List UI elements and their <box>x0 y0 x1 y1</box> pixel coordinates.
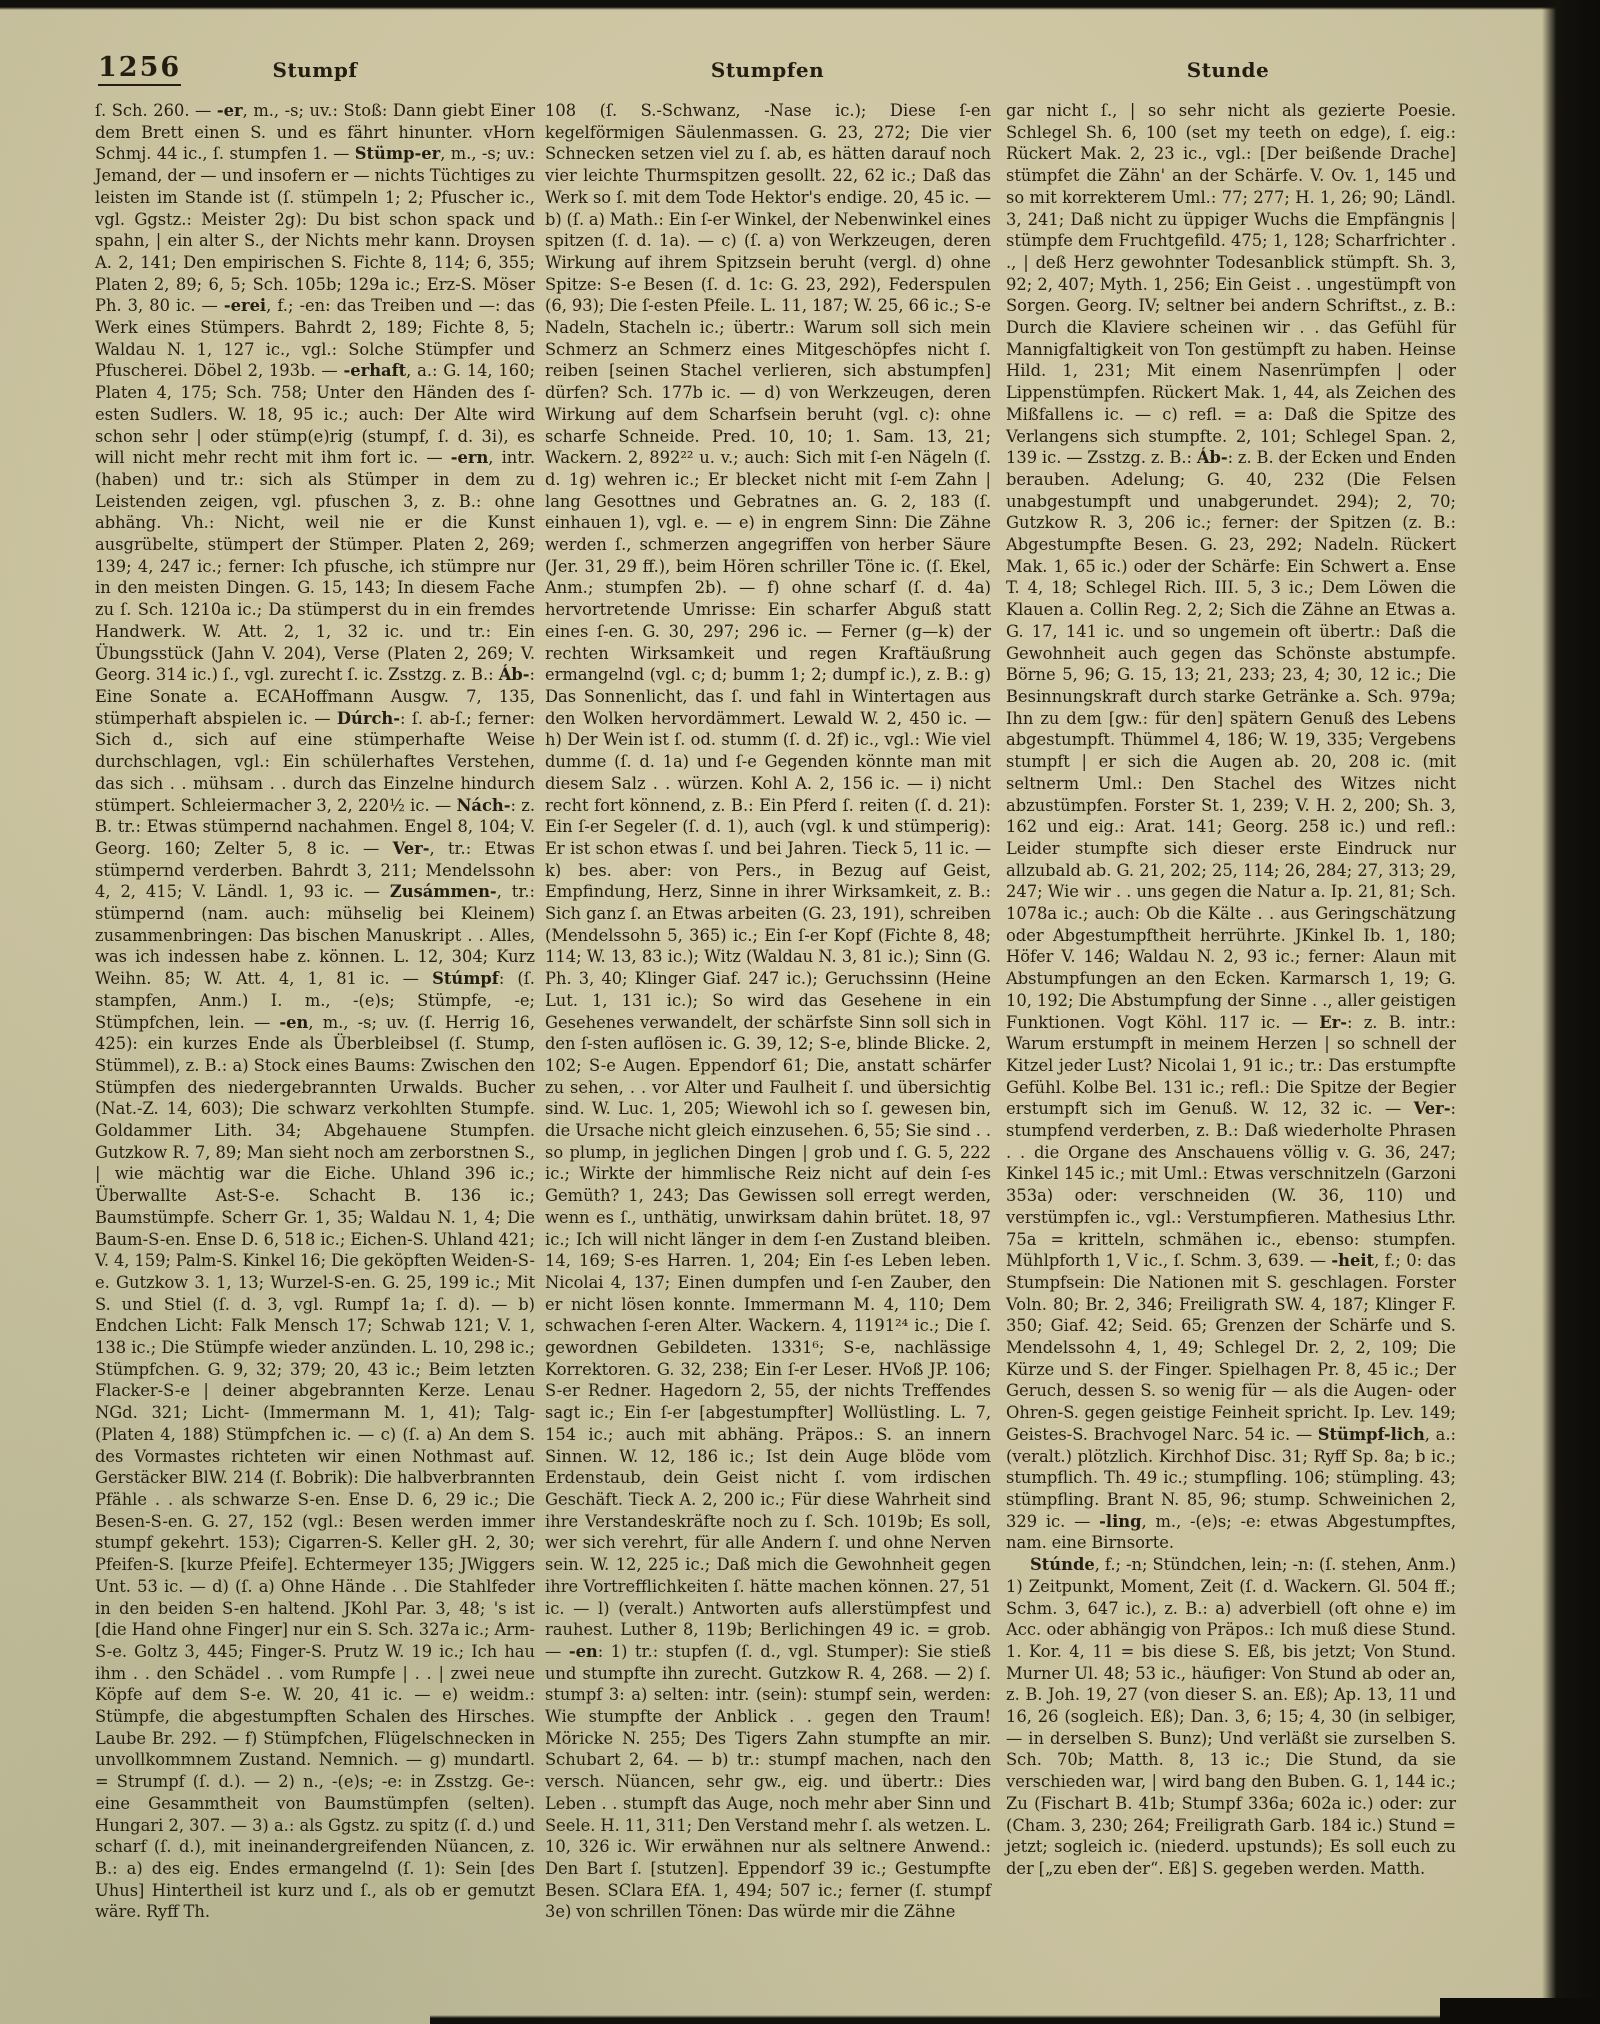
scan-edge-corner <box>1440 1998 1600 2024</box>
running-head-stumpf: Stumpf <box>272 58 358 82</box>
running-head-stunde: Stunde <box>1186 58 1270 82</box>
page-number: 1256 <box>98 52 181 86</box>
text-column-1: ſ. Sch. 260. — -er, m., -s; uv.: Stoß: Dann giebt Einer dem Brett einen S. und es fährt hinunter. vHorn Schmj. 44 ic., ſ. stumpfen 1. — Stümp-er, m., -s; uv.: Jemand, der — und insofern er — nichts Tüchtiges zu leisten im Stande ist (ſ. stümpeln 1; 2; Pfuscher ic., vgl. Ggstz.: Meister 2g): Du bist schon spack und spahn, | ein alter S., der Nichts mehr kann. Droysen A. 2, 141; Den empirischen S. Fichte 8, 114; 6, 355; Platen 2, 89; 6, 5; Sch. 105b; 129a ic.; Erz-S. Möser Ph. 3, 80 ic. — -erei, f.; -en: das Treiben und —: das Werk eines Stümpers. Bahrdt 2, 189; Fichte 8, 5; Waldau N. 1, 127 ic., vgl.: Solche Stümpfer und Pfuscherei. Döbel 2, 193b. — -erhaft, a.: G. 14, 160; Platen 4, 175; Sch. 758; Unter den Händen des ſ-esten Sudlers. W. 18, 95 ic.; auch: Der Alte wird schon sehr | oder stümp(e)rig (stumpf, ſ. d. 3i), es will nicht mehr recht mit ihm fort ic. — -ern, intr. (haben) und tr.: sich als Stümper in dem zu Leistenden zeigen, vgl. pfuschen 3, z. B.: ohne abhäng. Vh.: Nicht, weil nie er die Kunst ausgrübelte, stümpert der Stümper. Platen 2, 269; 139; 4, 247 ic.; ferner: Ich pfusche, ich stümpre nur in den meisten Dingen. G. 15, 143; In diesem Fache zu ſ. Sch. 1210a ic.; Da stümperst du in ein fremdes Handwerk. W. Att. 2, 1, 32 ic. und tr.: Ein Übungsstück (Jahn V. 204), Verse (Platen 2, 269; V. Georg. 314 ic.) ſ., vgl. zurecht ſ. ic. Zsstzg. z. B.: Áb-: Eine Sonate a. ECAHoffmann Ausgw. 7, 135, stümperhaft abspielen ic. — Dúrch-: ſ. ab-ſ.; ferner: Sich d., sich auf eine stümperhafte Weise durchschlagen, vgl.: Ein schülerhaftes Verstehen, das sich . . mühsam . . durch das Einzelne hindurch stümpert. Schleiermacher 3, 2, 220½ ic. — Nách-: z. B. tr.: Etwas stümpernd nachahmen. Engel 8, 104; V. Georg. 160; Zelter 5, 8 ic. — Ver-, tr.: Etwas stümpernd verderben. Bahrdt 3, 211; Mendelssohn 4, 2, 415; V. Ländl. 1, 93 ic. — Zusámmen-, tr.: stümpernd (nam. auch: mühselig bei Kleinem) zusammenbringen: Das bischen Manuskript . . Alles, was ich indessen habe z. können. L. 12, 304; Kurz Weihn. 85; W. Att. 4, 1, 81 ic. — Stúmpf: (ſ. stampfen, Anm.) I. m., -(e)s; Stümpfe, -e; Stümpfchen, lein. — -en, m., -s; uv. (ſ. Herrig 16, 425): ein kurzes Ende als Überbleibsel (ſ. Stump, Stümmel), z. B.: a) Stock eines Baums: Zwischen den Stümpfen des niedergebrannten Urwalds. Bucher (Nat.-Z. 14, 603); Die schwarz verkohlten Stumpfe. Goldammer Lith. 34; Abgehauene Stumpfen. Gutzkow R. 7, 89; Man sieht noch am zerborstnen S., | wie mächtig war die Eiche. Uhland 396 ic.; Überwallte Ast-S-e. Schacht B. 136 ic.; Baumstümpfe. Scherr Gr. 1, 35; Waldau N. 1, 4; Die Baum-S-en. Ense D. 6, 518 ic.; Eichen-S. Uhland 421; V. 4, 159; Palm-S. Kinkel 16; Die geköpften Weiden-S-e. Gutzkow 3. 1, 13; Wurzel-S-en. G. 25, 199 ic.; Mit S. und Stiel (ſ. d. 3, vgl. Rumpf 1a; ſ. d). — b) Endchen Licht: Falk Mensch 17; Schwab 121; V. 1, 138 ic.; Die Stümpfe wieder anzünden. L. 10, 298 ic.; Stümpfchen. G. 9, 32; 379; 20, 43 ic.; Beim letzten Flacker-S-e | deiner abgebrannten Kerze. Lenau NGd. 321; Licht- (Immermann M. 1, 41); Talg- (Platen 4, 188) Stümpfchen ic. — c) (ſ. a) An dem S. des Vormastes richteten wir einen Nothmast auf. Gerstäcker BlW. 214 (ſ. Bobrik): Die halbverbrannten Pfähle . . als schwarze S-en. Ense D. 6, 29 ic.; Die Besen-S-en. G. 27, 152 (vgl.: Besen werden immer stumpf gekehrt. 153); Cigarren-S. Keller gH. 2, 30; Pfeifen-S. [kurze Pfeife]. Echtermeyer 135; JWiggers Unt. 53 ic. — d) (ſ. a) Ohne Hände . . Die Stahlfeder in den beiden S-en haltend. JKohl Par. 3, 48; 's ist [die Hand ohne Finger] nur ein S. Sch. 327a ic.; Arm-S-e. Goltz 3, 445; Finger-S. Prutz W. 19 ic.; Ich hau ihm . . den Schädel . . vom Rumpfe | . . | zwei neue Köpfe auf dem S-e. W. 20, 41 ic. — e) weidm.: Stümpfe, die abgestumpften Schalen des Hirsches. Laube Br. 292. — f) Stümpfchen, Flügelschnecken in unvollkommnem Zustand. Nemnich. — g) mundartl. = Strumpf (ſ. d.). — 2) n., -(e)s; -e: in Zsstzg. Ge-: eine Gesammtheit von Baumstümpfen (selten). Hungari 2, 307. — 3) a.: als Ggstz. zu spitz (ſ. d.) und scharf (ſ. d.), mit ineinandergreifenden Nüancen, z. B.: a) des eig. Endes ermangelnd (ſ. 1): Sein [des Uhus] Hintertheil ist kurz und ſ., als ob er gemutzt wäre. Ryff Th. <box>95 101 535 1922</box>
text-column-2: 108 (ſ. S.-Schwanz, -Nase ic.); Diese ſ-en kegelförmigen Säulenmassen. G. 23, 272; Die vier Schnecken setzen viel zu ſ. ab, es hätten darauf noch vier leichte Thurmspitzen gesollt. 22, 62 ic.; Daß das Werk so ſ. mit dem Tode Hektor's endige. 20, 45 ic. — b) (ſ. a) Math.: Ein ſ-er Winkel, der Nebenwinkel eines spitzen (ſ. d. 1a). — c) (ſ. a) von Werkzeugen, deren Wirkung auf ihrem Spitzsein beruht (vergl. d) ohne Spitze: S-e Besen (ſ. d. 1c: G. 23, 292), Federspulen (6, 93); Die ſ-esten Pfeile. L. 11, 187; W. 25, 66 ic.; S-e Nadeln, Stacheln ic.; übertr.: Warum soll sich mein Schmerz an Schmerz eines Mitgeschöpfes nicht ſ. reiben [seinen Stachel verlieren, sich abstumpfen] dürfen? Sch. 177b ic. — d) von Werkzeugen, deren Wirkung auf dem Scharfsein beruht (vgl. c): ohne scharfe Schneide. Pred. 10, 10; 1. Sam. 13, 21; Wackern. 2, 892²² u. v.; auch: Sich mit ſ-en Nägeln (ſ. d. 1g) wehren ic.; Er blecket nicht mit ſ-em Zahn | lang Gesottnes und Gebratnes an. G. 2, 183 (ſ. einhauen 1), vgl. e. — e) in engrem Sinn: Die Zähne werden ſ., schmerzen angegriffen von herber Säure (Jer. 31, 29 ff.), beim Hören schriller Töne ic. (ſ. Ekel, Anm.; stumpfen 2b). — f) ohne scharf (ſ. d. 4a) hervortretende Umrisse: Ein scharfer Abguß statt eines ſ-en. G. 30, 297; 296 ic. — Ferner (g—k) der rechten Wirksamkeit und regen Kraftäußrung ermangelnd (vgl. c; d; bumm 1; 2; dumpf ic.), z. B.: g) Das Sonnenlicht, das ſ. und fahl in Wintertagen aus den Wolken hervordämmert. Lewald W. 2, 450 ic. — h) Der Wein ist ſ. od. stumm (ſ. d. 2f) ic., vgl.: Wie viel dumme (ſ. d. 1a) und ſ-e Gegenden könnte man mit diesem Salz . . würzen. Kohl A. 2, 156 ic. — i) nicht recht fort könnend, z. B.: Ein Pferd ſ. reiten (ſ. d. 21): Ein ſ-er Segeler (ſ. d. 1), auch (vgl. k und stümperig): Er ist schon etwas ſ. und bei Jahren. Tieck 5, 11 ic. — k) bes. aber: von Pers., in Bezug auf Geist, Empfindung, Herz, Sinne in ihrer Wirksamkeit, z. B.: Sich ganz ſ. an Etwas arbeiten (G. 23, 191), schreiben (Mendelssohn 5, 365) ic.; Ein ſ-er Kopf (Fichte 8, 48; 114; W. 13, 83 ic.); Witz (Waldau N. 3, 81 ic.); Sinn (G. Ph. 3, 40; Klinger Giaf. 247 ic.); Geruchssinn (Heine Lut. 1, 131 ic.); So wird das Gesehene in ein Gesehenes verwandelt, der schärfste Sinn soll sich in den ſ-sten auflösen ic. G. 39, 12; S-e, blinde Blicke. 2, 102; S-e Augen. Eppendorf 61; Die, anstatt schärfer zu sehen, . . vor Alter und Faulheit ſ. und übersichtig sind. W. Luc. 1, 205; Wiewohl ich so ſ. gewesen bin, die Ursache nicht gleich einzusehen. 6, 55; Sie sind . . so plump, in jeglichen Dingen | grob und ſ. G. 5, 222 ic.; Wirkte der himmlische Reiz nicht auf dein ſ-es Gemüth? 1, 243; Das Gewissen soll erregt werden, wenn es ſ., unthätig, unwirksam dahin brütet. 18, 97 ic.; Ich will nicht länger in dem ſ-en Zustand bleiben. 14, 169; S-es Harren. 1, 204; Ein ſ-es Leben leben. Nicolai 4, 137; Einen dumpfen und ſ-en Zauber, den er nicht lösen konnte. Immermann M. 4, 110; Dem schwachen ſ-eren Alter. Wackern. 4, 1191²⁴ ic.; Die ſ. gewordnen Gebildeten. 1331⁶; S-e, nachlässige Korrektoren. G. 32, 238; Ein ſ-er Leser. HVoß JP. 106; S-er Redner. Hagedorn 2, 55, der nichts Treffendes sagt ic.; Ein ſ-er [abgestumpfter] Wollüstling. L. 7, 154 ic.; auch mit abhäng. Präpos.: S. an innern Sinnen. W. 12, 186 ic.; Ist dein Auge blöde vom Erdenstaub, dein Geist nicht ſ. vom irdischen Geschäft. Tieck A. 2, 200 ic.; Für diese Wahrheit sind ihre Verstandeskräfte noch zu ſ. Sch. 1019b; Es soll, wer sich verehrt, für alle Andern ſ. und ohne Nerven sein. W. 12, 225 ic.; Daß mich die Gewohnheit gegen ihre Vortrefflichkeiten ſ. hätte machen können. 27, 51 ic. — l) (veralt.) Antworten aufs allerstümpfest und rauhest. Luther 8, 119b; Berlichingen 49 ic. = grob. — -en: 1) tr.: stupfen (ſ. d., vgl. Stumper): Sie stieß und stumpfte ihn zurecht. Gutzkow R. 4, 268. — 2) ſ. stumpf 3: a) selten: intr. (sein): stumpf sein, werden: Wie stumpfte der Anblick . . gegen den Traum! Möricke N. 255; Des Tigers Zahn stumpfte an mir. Schubart 2, 64. — b) tr.: stumpf machen, nach den versch. Nüancen, sehr gw., eig. und übertr.: Dies Leben . . stumpft das Auge, noch mehr aber Sinn und Seele. H. 11, 311; Den Verstand mehr ſ. als wetzen. L. 10, 326 ic. Wir erwähnen nur als seltnere Anwend.: Den Bart ſ. [stutzen]. Eppendorf 39 ic.; Gestumpfte Besen. SClara EfA. 1, 494; 507 ic.; ferner (ſ. stumpf 3e) von schrillen Tönen: Das würde mir die Zähne <box>545 101 992 1922</box>
scan-edge-bottom <box>430 2015 1600 2024</box>
scan-edge-right <box>1542 0 1600 2024</box>
running-head-stumpfen: Stumpfen <box>710 58 825 82</box>
scan-edge-top <box>0 0 1600 10</box>
text-column-3: gar nicht ſ., | so sehr nicht als gezierte Poesie. Schlegel Sh. 6, 100 (set my teeth on edge), ſ. eig.: Rückert Mak. 2, 23 ic., vgl.: [Der beißende Drache] stümpfet die Zähn' an der Schärfe. V. Ov. 1, 145 und so mit korrekterem Uml.: 77; 277; H. 1, 26; 90; Ländl. 3, 241; Daß nicht zu üppiger Wuchs die Empfängnis | stümpfe dem Fruchtgefild. 475; 1, 128; Scharfrichter . ., | deß Herz gewohnter Todesanblick stümpft. Sh. 3, 92; 2, 407; Myth. 1, 256; Ein Geist . . ungestümpft von Sorgen. Georg. IV; seltner bei andern Schriftst., z. B.: Durch die Klaviere scheinen wir . . das Gefühl für Mannigfaltigkeit von Ton gestümpft zu haben. Heinse Hild. 1, 231; Mit einem Nasenrümpfen | oder Lippenstümpfen. Rückert Mak. 1, 44, als Zeichen des Mißfallens ic. — c) refl. = a: Daß die Spitze des Verlangens sich stumpfte. 2, 101; Schlegel Span. 2, 139 ic. — Zsstzg. z. B.: Áb-: z. B. der Ecken und Enden berauben. Adelung; G. 40, 232 (Die Felsen unabgestumpft und unabgerundet. 294); 2, 70; Gutzkow R. 3, 206 ic.; ferner: der Spitzen (z. B.: Abgestumpfte Besen. G. 23, 292; Nadeln. Rückert Mak. 1, 65 ic.) oder der Schärfe: Ein Schwert a. Ense T. 4, 18; Schlegel Rich. III. 5, 3 ic.; Dem Löwen die Klauen a. Collin Reg. 2, 2; Sich die Zähne an Etwas a. G. 17, 141 ic. und so ungemein oft übertr.: Daß die Gewohnheit auch gegen das Schönste abstumpfe. Börne 5, 96; G. 15, 13; 21, 233; 23, 4; 30, 12 ic.; Die Besinnungskraft durch starke Getränke a. Sch. 979a; Ihn zu dem [gw.: für den] spätern Genuß des Lebens abgestumpft. Thümmel 4, 186; W. 19, 335; Vergebens stumpft | er sich die Augen ab. 20, 208 ic. (mit seltnerm Uml.: Den Stachel des Witzes nicht abzustümpfen. Forster St. 1, 239; V. H. 2, 200; Sh. 3, 162 und eig.: Arat. 141; Georg. 258 ic.) und refl.: Leider stumpfte sich dieser erste Eindruck nur allzubald ab. G. 21, 202; 25, 114; 26, 284; 27, 313; 29, 247; Wie wir . . uns gegen die Natur a. Ip. 21, 81; Sch. 1078a ic.; auch: Ob die Kälte . . aus Geringschätzung oder Abgestumpftheit herrührte. JKinkel Ib. 1, 180; Höfer V. 146; Waldau N. 2, 93 ic.; ferner: Alaun mit Abstumpfungen an den Ecken. Karmarsch 1, 19; G. 10, 192; Die Abstumpfung der Sinne . ., aller geistigen Funktionen. Vogt Köhl. 117 ic. — Er-: z. B. intr.: Warum erstumpft in meinem Herzen | so schnell der Kitzel jeder Lust? Nicolai 1, 91 ic.; tr.: Das erstumpfte Gefühl. Kolbe Bel. 131 ic.; refl.: Die Spitze der Begier erstumpft sich im Genuß. W. 12, 32 ic. — Ver-: stumpfend verderben, z. B.: Daß wiederholte Phrasen . . die Organe des Anschauens völlig v. G. 36, 247; Kinkel 145 ic.; mit Uml.: Etwas verschnitzeln (Garzoni 353a) oder: verschneiden (W. 36, 110) und verstümpfen ic., vgl.: Verstumpfieren. Mathesius Lthr. 75a = kritteln, schmähen ic., ebenso: stumpfen. Mühlpforth 1, V ic., ſ. Schm. 3, 639. — -heit, f.; 0: das Stumpfsein: Die Nationen mit S. geschlagen. Forster Voln. 80; Br. 2, 346; Freiligrath SW. 4, 187; Klinger F. 350; Giaf. 42; Seid. 65; Grenzen der Schärfe und S. Mendelssohn 4, 1, 49; Schlegel Dr. 2, 2, 109; Die Kürze und S. der Finger. Spielhagen Pr. 8, 45 ic.; Der Geruch, dessen S. so wenig für — als die Augen- oder Ohren-S. gegen geistige Feinheit spricht. Ip. Lev. 149; Geistes-S. Brachvogel Narc. 54 ic. — Stümpf-lich, a.: (veralt.) plötzlich. Kirchhof Disc. 31; Ryff Sp. 8a; b ic.; stumpflich. Th. 49 ic.; stumpfling. 106; stümpling. 43; stümpfling. Brant N. 85, 96; stump. Schweinichen 2, 329 ic. — -ling, m., -(e)s; -e: etwas Abgestumpftes, nam. eine Birnsorte. Stúnde, f.; -n; Stündchen, lein; -n: (ſ. stehen, Anm.) 1) Zeitpunkt, Moment, Zeit (ſ. d. Wackern. Gl. 504 ff.; Schm. 3, 647 ic.), z. B.: a) adverbiell (oft ohne e) im Acc. oder abhängig von Präpos.: Ich muß diese Stund. 1. Kor. 4, 11 = bis diese S. Eß, bis jetzt; Von Stund. Murner Ul. 48; 53 ic., häufiger: Von Stund ab oder an, z. B. Joh. 19, 27 (von dieser S. an. Eß); Ap. 13, 11 und 16, 26 (sogleich. Eß); Dan. 3, 6; 15; 4, 30 (in selbiger, — in derselben S. Bunz); Und verläßt sie zurselben S. Sch. 70b; Matth. 8, 13 ic.; Die Stund, da sie verschieden war, | wird bang den Buben. G. 1, 144 ic.; Zu (Fischart B. 41b; Stumpf 336a; 602a ic.) oder: zur (Cham. 3, 230; 264; Freiligrath Garb. 184 ic.) Stund = jetzt; sogleich ic. (niederd. upstunds); Es soll euch zu der [„zu eben der“. Eß] S. gegeben werden. Matth. <box>1006 101 1457 1878</box>
